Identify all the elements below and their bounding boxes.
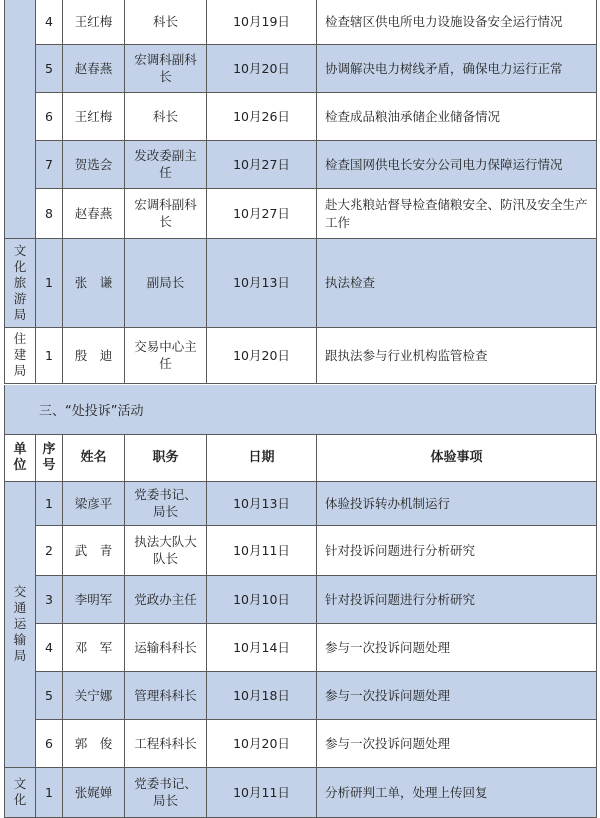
name-cell: 赵春燕 <box>63 45 125 93</box>
unit-cell <box>5 0 36 239</box>
duty-cell: 科长 <box>125 93 207 141</box>
table-row <box>5 189 597 239</box>
seq-cell: 7 <box>36 141 63 189</box>
header-item: 体验事项 <box>317 435 597 482</box>
table-row <box>5 141 597 189</box>
table-row <box>5 624 597 672</box>
date-cell: 10月19日 <box>207 0 317 45</box>
date-cell: 10月11日 <box>207 526 317 576</box>
item-cell: 检查辖区供电所电力设施设备安全运行情况 <box>317 0 597 45</box>
item-cell: 协调解决电力树线矛盾，确保电力运行正常 <box>317 45 597 93</box>
item-cell: 针对投诉问题进行分析研究 <box>317 526 597 576</box>
table-row <box>5 0 597 45</box>
duty-cell: 宏调科副科长 <box>125 189 207 239</box>
header-row <box>5 435 597 482</box>
unit-cell: 交通运输局 <box>5 482 36 768</box>
item-cell: 参与一次投诉问题处理 <box>317 720 597 768</box>
duty-cell: 党委书记、局长 <box>125 768 207 818</box>
name-cell: 赵春燕 <box>63 189 125 239</box>
date-cell: 10月11日 <box>207 768 317 818</box>
date-cell: 10月20日 <box>207 720 317 768</box>
table-row <box>5 720 597 768</box>
header-name: 姓名 <box>63 435 125 482</box>
name-cell: 张娓婵 <box>63 768 125 818</box>
table-row <box>5 93 597 141</box>
header-date: 日期 <box>207 435 317 482</box>
item-cell: 针对投诉问题进行分析研究 <box>317 576 597 624</box>
duty-cell: 运输科科长 <box>125 624 207 672</box>
name-cell: 李明军 <box>63 576 125 624</box>
duty-cell: 副局长 <box>125 239 207 328</box>
date-cell: 10月14日 <box>207 624 317 672</box>
item-cell: 跟执法参与行业机构监管检查 <box>317 328 597 384</box>
date-cell: 10月18日 <box>207 672 317 720</box>
seq-cell: 5 <box>36 672 63 720</box>
date-cell: 10月27日 <box>207 189 317 239</box>
table-row <box>5 768 597 818</box>
date-cell: 10月27日 <box>207 141 317 189</box>
table-row <box>5 328 597 384</box>
schedule-table-part2 <box>4 434 597 818</box>
name-cell: 邓 军 <box>63 624 125 672</box>
seq-cell: 4 <box>36 0 63 45</box>
duty-cell: 科长 <box>125 0 207 45</box>
item-cell: 检查国网供电长安分公司电力保障运行情况 <box>317 141 597 189</box>
unit-cell: 住建局 <box>5 328 36 384</box>
item-cell: 体验投诉转办机制运行 <box>317 482 597 526</box>
seq-cell: 1 <box>36 768 63 818</box>
date-cell: 10月13日 <box>207 482 317 526</box>
duty-cell: 工程科科长 <box>125 720 207 768</box>
date-cell: 10月20日 <box>207 45 317 93</box>
duty-cell: 发改委副主任 <box>125 141 207 189</box>
seq-cell: 1 <box>36 239 63 328</box>
duty-cell: 交易中心主任 <box>125 328 207 384</box>
table-row <box>5 526 597 576</box>
item-cell: 检查成品粮油承储企业储备情况 <box>317 93 597 141</box>
header-seq: 序号 <box>36 435 63 482</box>
table-row <box>5 672 597 720</box>
seq-cell: 3 <box>36 576 63 624</box>
duty-cell: 管理科科长 <box>125 672 207 720</box>
name-cell: 郭 俊 <box>63 720 125 768</box>
name-cell: 关宁娜 <box>63 672 125 720</box>
name-cell: 贺选会 <box>63 141 125 189</box>
duty-cell: 宏调科副科长 <box>125 45 207 93</box>
seq-cell: 5 <box>36 45 63 93</box>
seq-cell: 2 <box>36 526 63 576</box>
item-cell: 分析研判工单，处理上传回复 <box>317 768 597 818</box>
header-duty: 职务 <box>125 435 207 482</box>
header-unit: 单位 <box>5 435 36 482</box>
name-cell: 王红梅 <box>63 0 125 45</box>
duty-cell: 党委书记、局长 <box>125 482 207 526</box>
seq-cell: 6 <box>36 720 63 768</box>
schedule-table-part1 <box>4 0 597 384</box>
section-title: 三、“处投诉”活动 <box>39 404 144 419</box>
seq-cell: 1 <box>36 328 63 384</box>
item-cell: 赴大兆粮站督导检查储粮安全、防汛及安全生产工作 <box>317 189 597 239</box>
seq-cell: 6 <box>36 93 63 141</box>
unit-cell: 文化旅游局 <box>5 239 36 328</box>
date-cell: 10月10日 <box>207 576 317 624</box>
name-cell: 梁彦平 <box>63 482 125 526</box>
name-cell: 张 谦 <box>63 239 125 328</box>
date-cell: 10月26日 <box>207 93 317 141</box>
table-row <box>5 45 597 93</box>
item-cell: 参与一次投诉问题处理 <box>317 624 597 672</box>
date-cell: 10月20日 <box>207 328 317 384</box>
table-row <box>5 239 597 328</box>
item-cell: 参与一次投诉问题处理 <box>317 672 597 720</box>
table-row <box>5 482 597 526</box>
table-row <box>5 576 597 624</box>
seq-cell: 1 <box>36 482 63 526</box>
duty-cell: 党政办主任 <box>125 576 207 624</box>
name-cell: 武 青 <box>63 526 125 576</box>
date-cell: 10月13日 <box>207 239 317 328</box>
duty-cell: 执法大队大队长 <box>125 526 207 576</box>
item-cell: 执法检查 <box>317 239 597 328</box>
seq-cell: 8 <box>36 189 63 239</box>
section-heading-band <box>4 385 596 434</box>
unit-cell: 文化 <box>5 768 36 818</box>
name-cell: 殷 迪 <box>63 328 125 384</box>
seq-cell: 4 <box>36 624 63 672</box>
name-cell: 王红梅 <box>63 93 125 141</box>
